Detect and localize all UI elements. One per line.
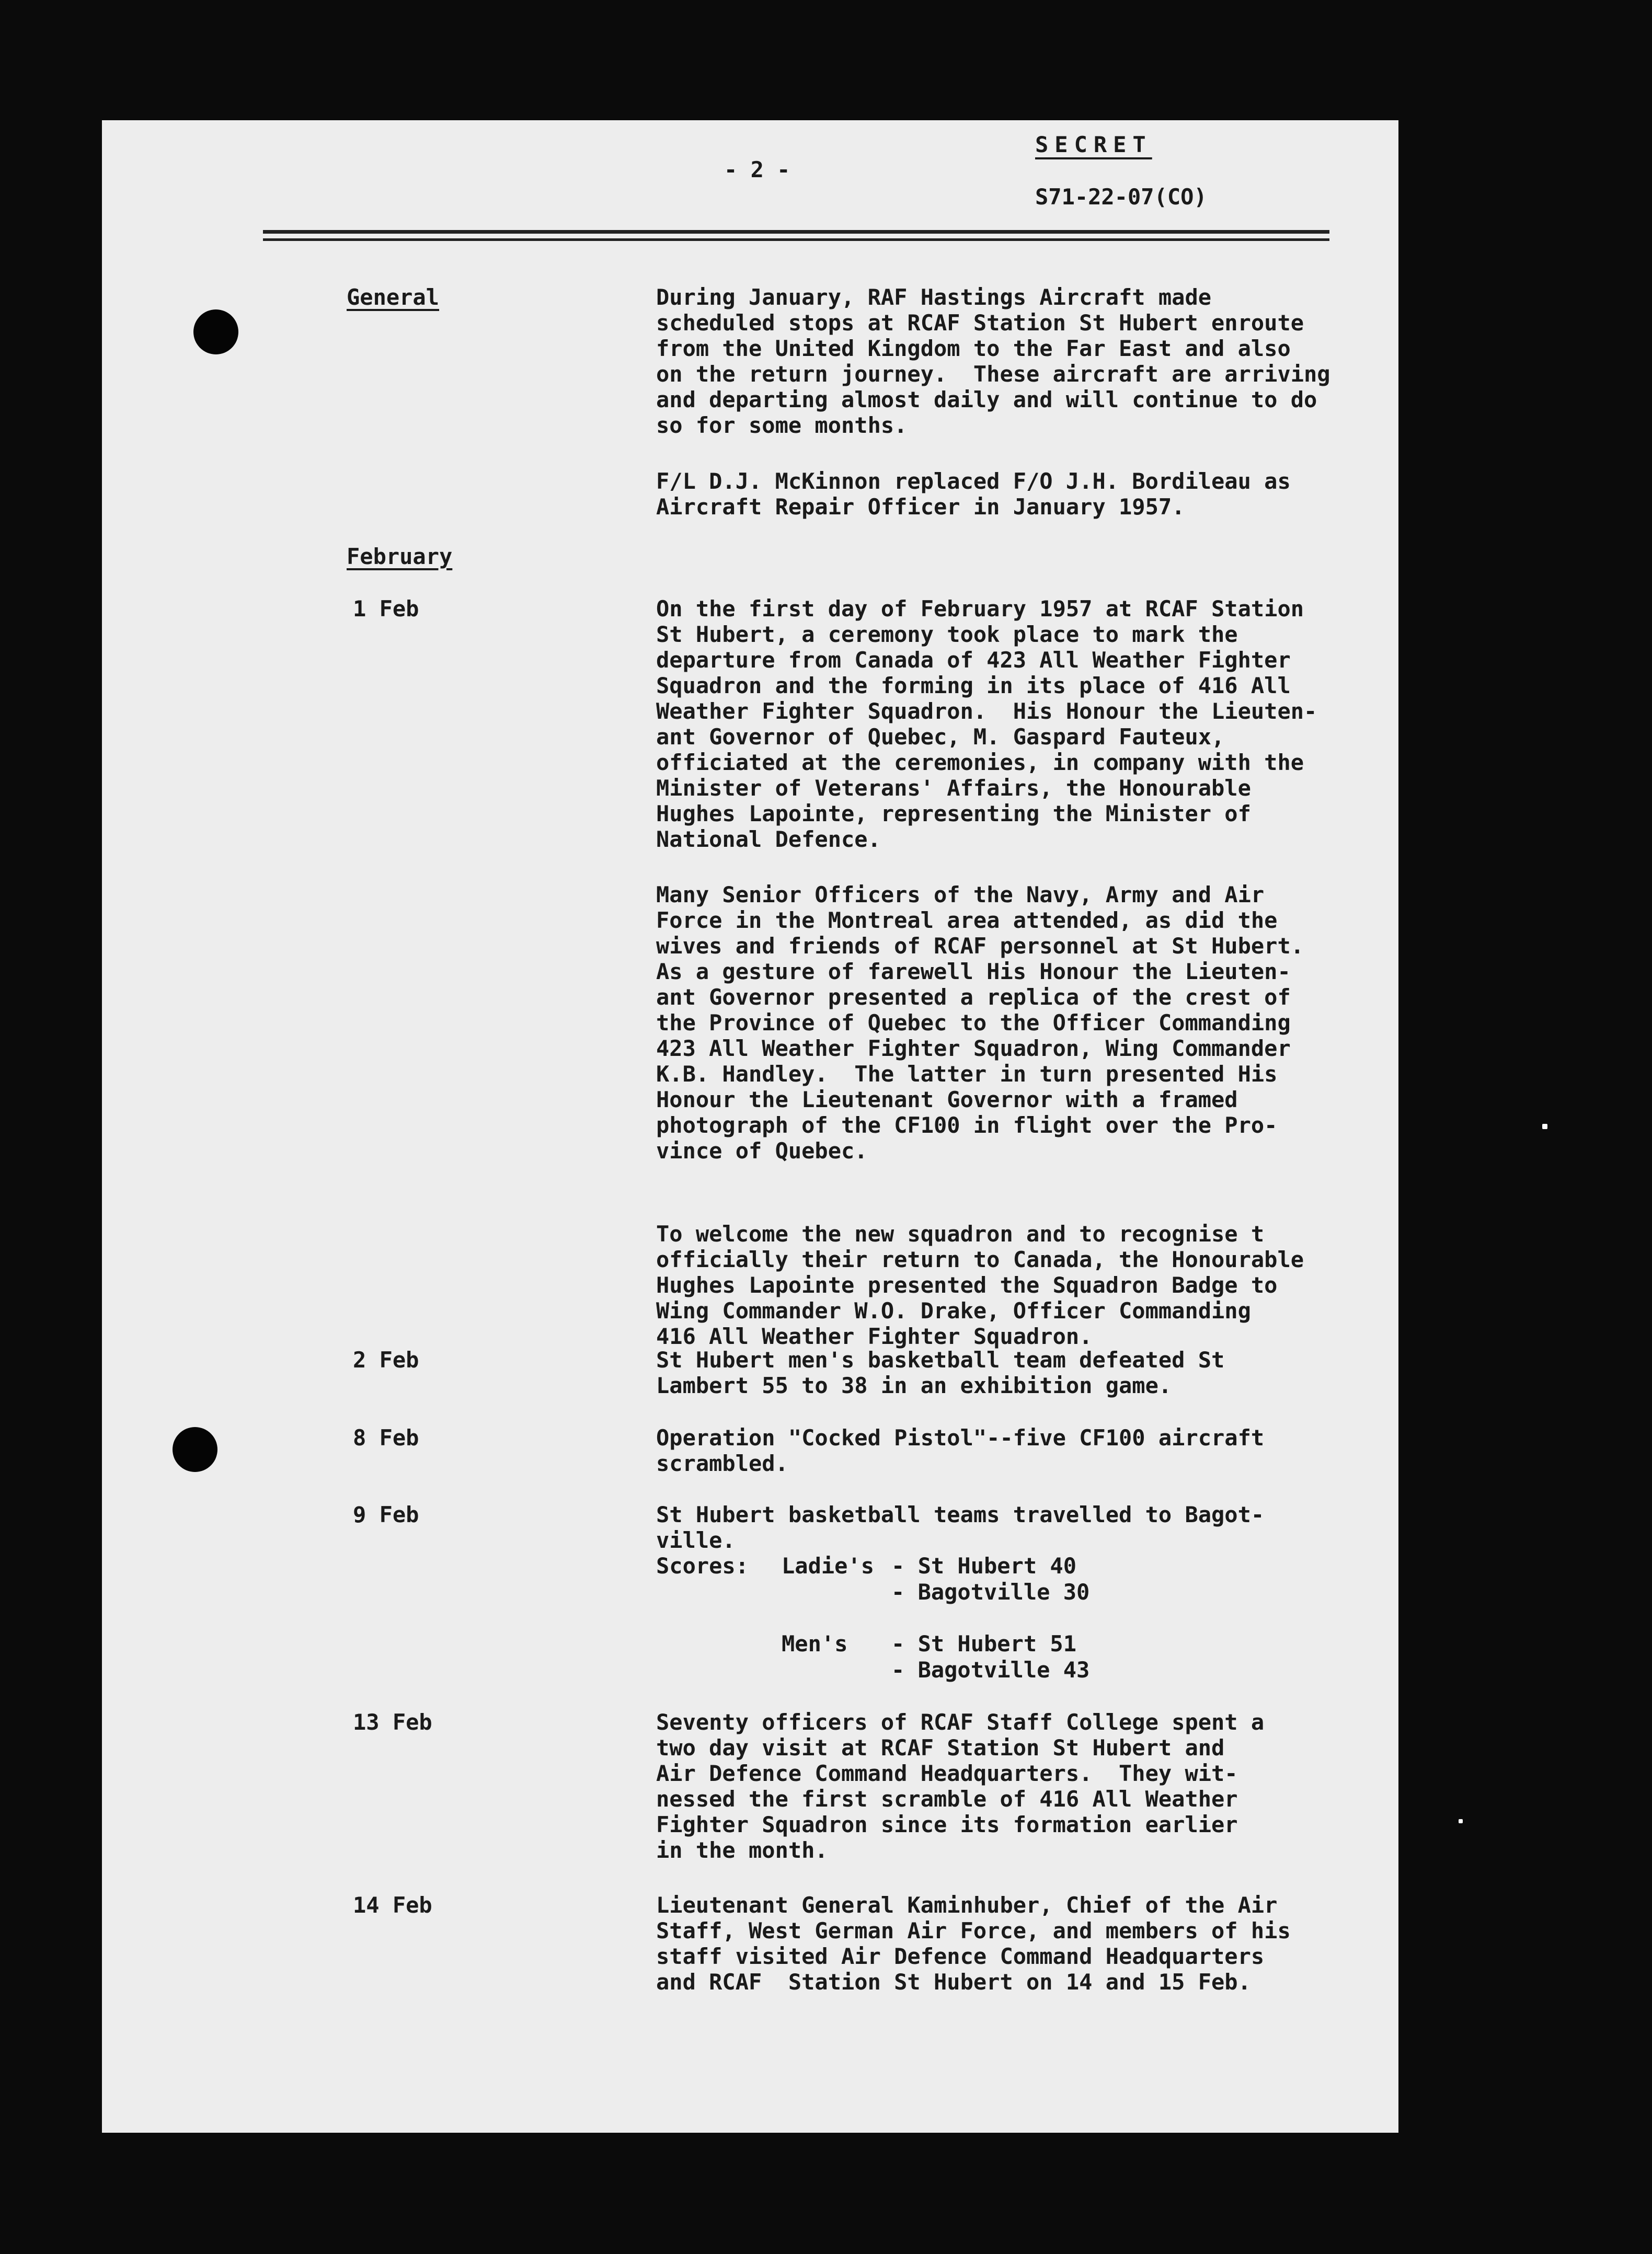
document-page: [102, 120, 1398, 2133]
score-line: - Bagotville 43: [891, 1657, 1090, 1683]
entry-text: St Hubert basketball teams travelled to Bagot- ville.: [656, 1502, 1265, 1553]
entry-date-1-feb: 1 Feb: [353, 596, 419, 622]
entry-text: Seventy officers of RCAF Staff College spent a two day visit at RCAF Station St Hubert and Air Defence Command Headquarters. They wit- nessed the first scramble of 416 All Weather Fighter Squadron since its formation earlier in the month.: [656, 1709, 1265, 1863]
punch-hole-top: [193, 309, 238, 354]
header-rule-bottom: [263, 238, 1329, 241]
entry-date-9-feb: 9 Feb: [353, 1502, 419, 1527]
general-paragraph-2: [656, 468, 1398, 520]
entry-text: Lieutenant General Kaminhuber, Chief of the Air Staff, West German Air Force, and members of his staff visited Air Defence Command Headquarters and RCAF Station St Hubert on 14 and 15 Feb.: [656, 1892, 1291, 1995]
classification-stamp: SECRET: [1035, 132, 1152, 157]
header-rule-top: [263, 230, 1329, 234]
entry-text: On the first day of February 1957 at RCAF Station St Hubert, a ceremony took place to mark the departure from Canada of 423 All Weather Fighter Squadron and the forming in its place of 416 All Weather Fighter Squadron. His Honour the Lieuten- ant Governor of Quebec, M. Gaspard Fauteux, officiated at the ceremonies, in company with the Minister of Veterans' Affairs, the Honourable Hughes Lapointe, representing the Minister of National Defence.: [656, 596, 1317, 852]
entry-date-8-feb: 8 Feb: [353, 1425, 419, 1451]
entry-2-feb-paragraph: [656, 1347, 1398, 1398]
entry-date-2-feb: 2 Feb: [353, 1347, 419, 1373]
general-text-2: F/L D.J. McKinnon replaced F/O J.H. Bordileau as Aircraft Repair Officer in January 1957.: [656, 468, 1291, 520]
entry-text: Many Senior Officers of the Navy, Army and Air Force in the Montreal area attended, as did the wives and friends of RCAF personnel at St Hubert. As a gesture of farewell His Honour the Lieuten- ant Governor presented a replica of the crest of the Province of Quebec to the Officer Commanding 423 All Weather Fighter Squadron, Wing Commander K.B. Handley. The latter in turn presented His Honour the Lieutenant Governor with a framed photograph of the CF100 in flight over the Pro- vince of Quebec.: [656, 882, 1304, 1164]
film-speck: [1459, 1819, 1463, 1823]
entry-date-14-feb: 14 Feb: [353, 1892, 432, 1918]
entry-text: To welcome the new squadron and to recognise t officially their return to Canada, the Honourable Hughes Lapointe presented the Squadron Badge to Wing Commander W.O. Drake, Officer Commanding 416 All Weather Fighter Squadron.: [656, 1221, 1304, 1349]
film-speck: [1542, 1124, 1547, 1129]
entry-text: St Hubert men's basketball team defeated St Lambert 55 to 38 in an exhibition game.: [656, 1347, 1225, 1398]
score-line: - Bagotville 30: [891, 1579, 1090, 1605]
file-reference: S71-22-07(CO): [1035, 184, 1207, 210]
scores-label: Scores:: [656, 1553, 749, 1579]
score-line: - St Hubert 51: [891, 1631, 1077, 1657]
score-team-ladies: Ladie's: [782, 1553, 875, 1579]
score-team-men: Men's: [782, 1631, 848, 1657]
page-number: - 2 -: [724, 157, 790, 182]
entry-9-feb-paragraph: [656, 1502, 1398, 1553]
entry-14-feb-paragraph: [656, 1892, 1398, 1995]
general-paragraph-1: [656, 284, 1398, 438]
section-label-february: February: [347, 544, 453, 569]
general-text-1: During January, RAF Hastings Aircraft made scheduled stops at RCAF Station St Hubert enroute from the United Kingdom to the Far East and also on the return journey. These aircraft are arriving and departing almost daily and will continue to do so for some months.: [656, 284, 1330, 438]
entry-1-feb-paragraph-3: [656, 1221, 1398, 1349]
entry-1-feb-paragraph-2: [656, 882, 1398, 1164]
score-line: - St Hubert 40: [891, 1553, 1077, 1579]
entry-text: Operation "Cocked Pistol"--five CF100 aircraft scrambled.: [656, 1425, 1265, 1476]
punch-hole-bottom: [173, 1427, 217, 1472]
entry-date-13-feb: 13 Feb: [353, 1709, 432, 1735]
entry-8-feb-paragraph: [656, 1425, 1398, 1476]
entry-1-feb-paragraph-1: [656, 596, 1398, 852]
entry-13-feb-paragraph: [656, 1709, 1398, 1863]
section-label-general: General: [347, 284, 440, 310]
